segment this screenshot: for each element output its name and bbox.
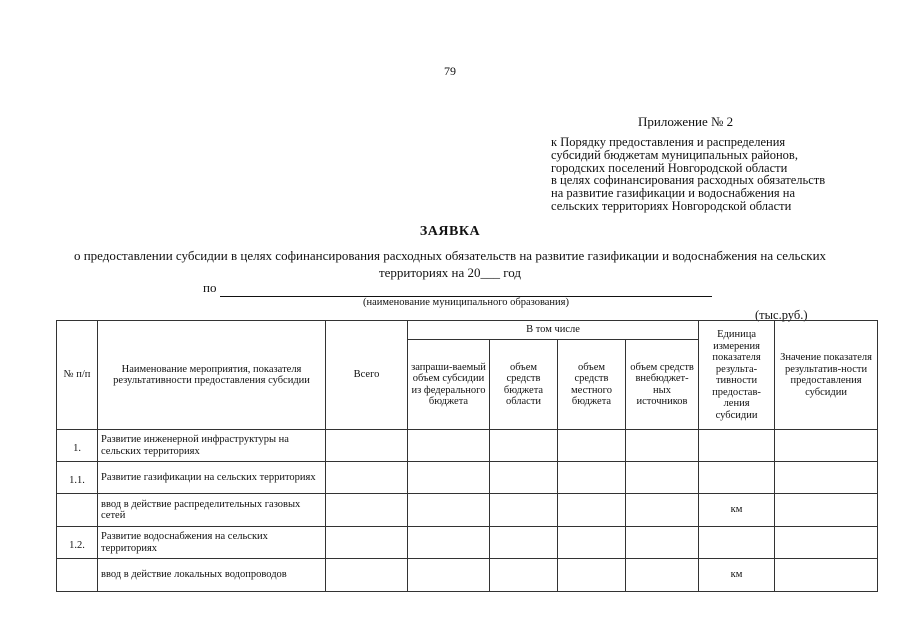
row-num [57,559,98,592]
cell-unit: км [699,494,775,527]
appendix-line: к Порядку предоставления и распределения [551,135,786,149]
municipality-caption: (наименование муниципального образования) [362,297,570,308]
appendix-line: сельских территориях Новгородской области [551,198,792,213]
cell-total [326,430,408,462]
cell-total [326,559,408,592]
cell-regional [490,527,558,559]
cell-regional [490,559,558,592]
appendix-line: городских поселений Новгородской области [551,160,788,175]
header-value: Значение показателя результатив-ности предоставления субсидии [775,321,878,430]
cell-federal [408,430,490,462]
cell-value [775,527,878,559]
application-table [56,320,878,592]
cell-total [326,527,408,559]
table-row [57,430,878,462]
header-including: В том числе [408,321,699,340]
appendix-text [551,136,896,213]
cell-extra [626,494,699,527]
table-row [57,559,878,592]
header-unit: Единица измерения показателя результа-тивности предостав-ления субсидии [699,321,775,430]
cell-regional [490,430,558,462]
row-name: ввод в действие локальных водопроводов [98,559,326,592]
cell-unit: км [699,559,775,592]
cell-total [326,494,408,527]
cell-unit [699,430,775,462]
document-title: ЗАЯВКА [419,224,481,239]
cell-federal [408,559,490,592]
row-name: ввод в действие распределительных газовых сетей [98,494,326,527]
cell-local [558,494,626,527]
row-num: 1.1. [57,462,98,494]
header-federal: запраши-ваемый объем субсидии из федерального бюджета [408,340,490,430]
row-name: Развитие водоснабжения на сельских территориях [98,527,326,559]
cell-extra [626,559,699,592]
row-num: 1. [57,430,98,462]
document-subtitle: о предоставлении субсидии в целях софинансирования расходных обязательств на развитие газификации и водоснабжения на сельских территориях на 20___ год [73,248,827,280]
header-local: объем средств местного бюджета [558,340,626,430]
table-row [57,494,878,527]
cell-federal [408,494,490,527]
appendix-line: субсидий бюджетам муниципальных районов, [551,147,798,162]
cell-federal [408,527,490,559]
row-name: Развитие газификации на сельских территориях [98,462,326,494]
cell-local [558,559,626,592]
cell-regional [490,494,558,527]
row-num [57,494,98,527]
cell-federal [408,462,490,494]
appendix-title: Приложение № 2 [638,114,734,129]
cell-value [775,494,878,527]
appendix-line: на развитие газификации и водоснабжения на [551,186,796,201]
header-name: Наименование мероприятия, показателя результативности предоставления субсидии [98,321,326,430]
cell-extra [626,462,699,494]
cell-value [775,462,878,494]
header-regional: объем средств бюджета области [490,340,558,430]
cell-regional [490,462,558,494]
cell-total [326,462,408,494]
cell-local [558,462,626,494]
table-row [57,527,878,559]
units-label: (тыс.руб.) [755,308,808,322]
page-number: 79 [444,64,456,78]
cell-local [558,430,626,462]
row-num: 1.2. [57,527,98,559]
cell-extra [626,430,699,462]
cell-extra [626,527,699,559]
table-row [57,462,878,494]
header-extra: объем средств внебюджет-ных источников [626,340,699,430]
row-name: Развитие инженерной инфраструктуры на сельских территориях [98,430,326,462]
cell-local [558,527,626,559]
cell-value [775,559,878,592]
header-num: № п/п [57,321,98,430]
appendix-line: в целях софинансирования расходных обязательств [551,173,826,188]
header-total: Всего [326,321,408,430]
cell-unit [699,462,775,494]
cell-unit [699,527,775,559]
cell-value [775,430,878,462]
po-label: по [203,280,217,295]
